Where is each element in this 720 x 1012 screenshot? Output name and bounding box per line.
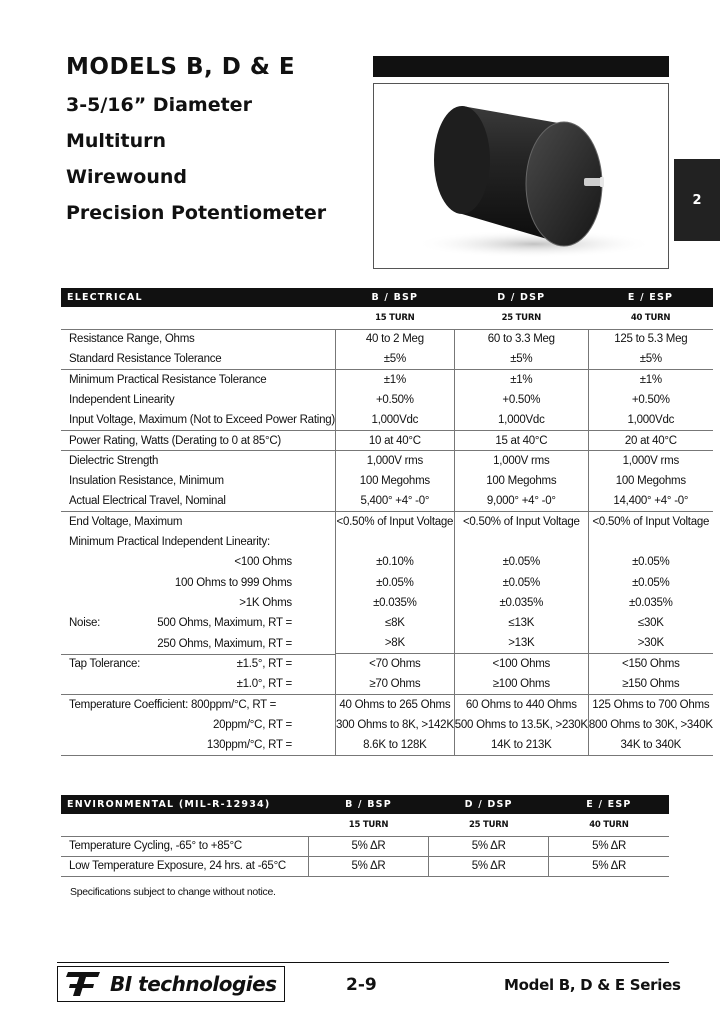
row-label: Insulation Resistance, Minimum	[69, 475, 224, 488]
header-model-e: E / ESP	[549, 795, 669, 814]
row-label: ±1.5°, RT =	[236, 658, 292, 671]
value-b: 5% ΔR	[308, 856, 428, 876]
row-label: Actual Electrical Travel, Nominal	[69, 495, 226, 508]
table-row	[61, 512, 713, 532]
value-d: <100 Ohms	[454, 654, 588, 674]
value-d: 100 Megohms	[454, 471, 588, 491]
row-label: End Voltage, Maximum	[61, 512, 335, 532]
table-row	[61, 613, 713, 633]
row-label: 100 Ohms to 999 Ohms	[174, 576, 292, 589]
value-b: 1,000V rms	[335, 451, 454, 471]
row-label: Temperature Cycling, -65° to +85°C	[61, 836, 308, 856]
value-d: ±1%	[454, 370, 588, 390]
table-row	[61, 390, 713, 410]
value-b: ±5%	[335, 349, 454, 369]
value-d: 60 Ohms to 440 Ohms	[454, 694, 588, 714]
value-e: ±1%	[588, 370, 712, 390]
row-label: 500 Ohms, Maximum, RT =	[157, 617, 292, 630]
header-model-b: B / BSP	[335, 288, 454, 307]
turn-e: 40 TURN	[630, 312, 671, 323]
table-row	[61, 593, 713, 613]
value-b: ±0.10%	[335, 552, 454, 572]
table-row	[61, 836, 669, 856]
value-e: 125 Ohms to 700 Ohms	[588, 694, 712, 714]
bi-logo-icon	[64, 970, 104, 998]
value-d: ±5%	[454, 349, 588, 369]
subtitle-line-3: Wirewound	[66, 166, 187, 188]
value-e: 125 to 5.3 Meg	[588, 329, 712, 349]
value-b	[335, 532, 454, 552]
value-d: 1,000Vdc	[454, 410, 588, 430]
value-e: >30K	[588, 633, 712, 653]
logo-text: BI technologies	[110, 972, 277, 996]
value-e: ±0.05%	[588, 552, 712, 572]
value-e: ±5%	[588, 349, 712, 369]
shaft	[584, 178, 602, 186]
row-label: ±1.0°, RT =	[236, 677, 292, 690]
row-label-group	[61, 613, 335, 633]
row-label: Minimum Practical Independent Linearity:	[69, 536, 270, 549]
electrical-header-row	[61, 288, 713, 307]
table-row	[61, 694, 713, 714]
value-e: 34K to 340K	[588, 735, 712, 755]
table-row	[61, 329, 713, 349]
subtitle-line-4: Precision Potentiometer	[66, 202, 327, 224]
turn-e: 40 TURN	[589, 819, 629, 830]
value-e: <150 Ohms	[588, 654, 712, 674]
table-row	[61, 491, 713, 511]
page-title: MODELS B, D & E	[66, 54, 296, 80]
subtitle-line-1: 3-5/16” Diameter	[66, 94, 252, 116]
section-tab: 2	[674, 159, 720, 241]
table-row	[61, 633, 713, 653]
row-label: Dielectric Strength	[61, 451, 335, 471]
value-d: >13K	[454, 633, 588, 653]
row-group-label: Tap Tolerance:	[69, 658, 141, 671]
value-e: ≥150 Ohms	[588, 674, 712, 694]
value-b: ≥70 Ohms	[335, 674, 454, 694]
value-b: 1,000Vdc	[335, 410, 454, 430]
table-row	[61, 430, 713, 450]
row-label: Minimum Practical Resistance Tolerance	[61, 370, 335, 390]
value-d: ≤13K	[454, 613, 588, 633]
header-model-d: D / DSP	[429, 795, 549, 814]
table-row	[61, 451, 713, 471]
table-row	[61, 349, 713, 369]
header-model-e: E / ESP	[588, 288, 712, 307]
value-b: 40 Ohms to 265 Ohms	[335, 694, 454, 714]
value-b: ≤8K	[335, 613, 454, 633]
subtitle-line-2: Multiturn	[66, 130, 167, 152]
value-b: 5% ΔR	[308, 836, 428, 856]
row-label: 130ppm/°C, RT =	[61, 735, 335, 755]
value-d	[454, 532, 588, 552]
product-photo	[373, 83, 669, 269]
electrical-spec-table	[61, 288, 713, 756]
table-row	[61, 735, 713, 755]
table-row	[61, 410, 713, 430]
row-label: Power Rating, Watts (Derating to 0 at 85°C)	[61, 430, 335, 450]
value-d: <0.50% of Input Voltage	[454, 512, 588, 532]
value-d: 500 Ohms to 13.5K, >230K	[454, 715, 588, 735]
value-e: ±0.035%	[588, 593, 712, 613]
value-d: 1,000V rms	[454, 451, 588, 471]
value-d: 5% ΔR	[429, 856, 549, 876]
table-row	[61, 573, 713, 593]
row-label: 250 Ohms, Maximum, RT =	[157, 637, 292, 650]
value-d: 60 to 3.3 Meg	[454, 329, 588, 349]
value-b: ±0.035%	[335, 593, 454, 613]
value-e: 14,400° +4° -0°	[588, 491, 712, 511]
footer-rule	[57, 962, 669, 963]
value-b: 100 Megohms	[335, 471, 454, 491]
turn-d: 25 TURN	[501, 312, 541, 323]
value-e: ≤30K	[588, 613, 712, 633]
row-label: 20ppm/°C, RT =	[212, 718, 292, 731]
value-b: ±0.05%	[335, 573, 454, 593]
value-e	[588, 532, 712, 552]
row-group-label: Noise:	[69, 617, 101, 630]
electrical-turn-row	[61, 307, 713, 329]
turn-b: 15 TURN	[375, 312, 415, 323]
value-b: >8K	[335, 633, 454, 653]
series-name: Model B, D & E Series	[504, 976, 681, 994]
table-row	[61, 654, 713, 674]
value-d: 15 at 40°C	[454, 430, 588, 450]
value-e: <0.50% of Input Voltage	[588, 512, 712, 532]
environmental-turn-row	[61, 814, 669, 836]
page-number: 2-9	[346, 975, 377, 995]
value-b: 40 to 2 Meg	[335, 329, 454, 349]
turn-b: 15 TURN	[348, 819, 389, 830]
header-model-d: D / DSP	[454, 288, 588, 307]
header-black-bar	[373, 56, 669, 77]
value-b: <70 Ohms	[335, 654, 454, 674]
table-row	[61, 370, 713, 390]
value-e: 5% ΔR	[549, 836, 669, 856]
value-b: 300 Ohms to 8K, >142K	[335, 715, 454, 735]
value-b: ±1%	[335, 370, 454, 390]
value-d: ≥100 Ohms	[454, 674, 588, 694]
table-row	[61, 552, 713, 572]
value-d: 5% ΔR	[429, 836, 549, 856]
value-e: 1,000Vdc	[588, 410, 712, 430]
row-label: Temperature Coefficient: 800ppm/°C, RT =	[61, 694, 335, 714]
value-e: 800 Ohms to 30K, >340K	[588, 715, 712, 735]
row-label: <100 Ohms	[234, 556, 292, 569]
value-e: +0.50%	[588, 390, 712, 410]
table-row	[61, 856, 669, 876]
value-e: 1,000V rms	[588, 451, 712, 471]
value-d: +0.50%	[454, 390, 588, 410]
row-label: Independent Linearity	[69, 394, 175, 407]
row-label-group	[61, 654, 335, 674]
value-e: 100 Megohms	[588, 471, 712, 491]
company-logo	[57, 966, 285, 1002]
value-d: 14K to 213K	[454, 735, 588, 755]
table-row	[61, 674, 713, 694]
environmental-header-label: ENVIRONMENTAL (MIL-R-12934)	[61, 795, 308, 814]
environmental-spec-table	[61, 795, 669, 877]
header-model-b: B / BSP	[308, 795, 428, 814]
row-label: >1K Ohms	[239, 597, 292, 609]
value-e: 20 at 40°C	[588, 430, 712, 450]
value-d: ±0.05%	[454, 573, 588, 593]
row-label: Low Temperature Exposure, 24 hrs. at -65°C	[61, 856, 308, 876]
row-label: Input Voltage, Maximum (Not to Exceed Power Rating)	[69, 414, 335, 427]
value-e: 5% ΔR	[549, 856, 669, 876]
row-label: Resistance Range, Ohms	[61, 329, 335, 349]
value-b: 8.6K to 128K	[335, 735, 454, 755]
value-e: ±0.05%	[588, 573, 712, 593]
environmental-header-row	[61, 795, 669, 814]
electrical-header-label: ELECTRICAL	[61, 288, 335, 307]
table-row	[61, 471, 713, 491]
value-b: <0.50% of Input Voltage	[335, 512, 454, 532]
row-label: Standard Resistance Tolerance	[69, 353, 222, 366]
value-b: 5,400° +4° -0°	[335, 491, 454, 511]
turn-d: 25 TURN	[468, 819, 509, 830]
shaft-tip	[600, 177, 604, 187]
value-b: 10 at 40°C	[335, 430, 454, 450]
value-d: ±0.05%	[454, 552, 588, 572]
table-row	[61, 715, 713, 735]
table-row	[61, 532, 713, 552]
footnote: Specifications subject to change without notice.	[70, 886, 276, 898]
cylinder-back-end	[434, 106, 490, 214]
value-b: +0.50%	[335, 390, 454, 410]
value-d: 9,000° +4° -0°	[454, 491, 588, 511]
value-d: ±0.035%	[454, 593, 588, 613]
